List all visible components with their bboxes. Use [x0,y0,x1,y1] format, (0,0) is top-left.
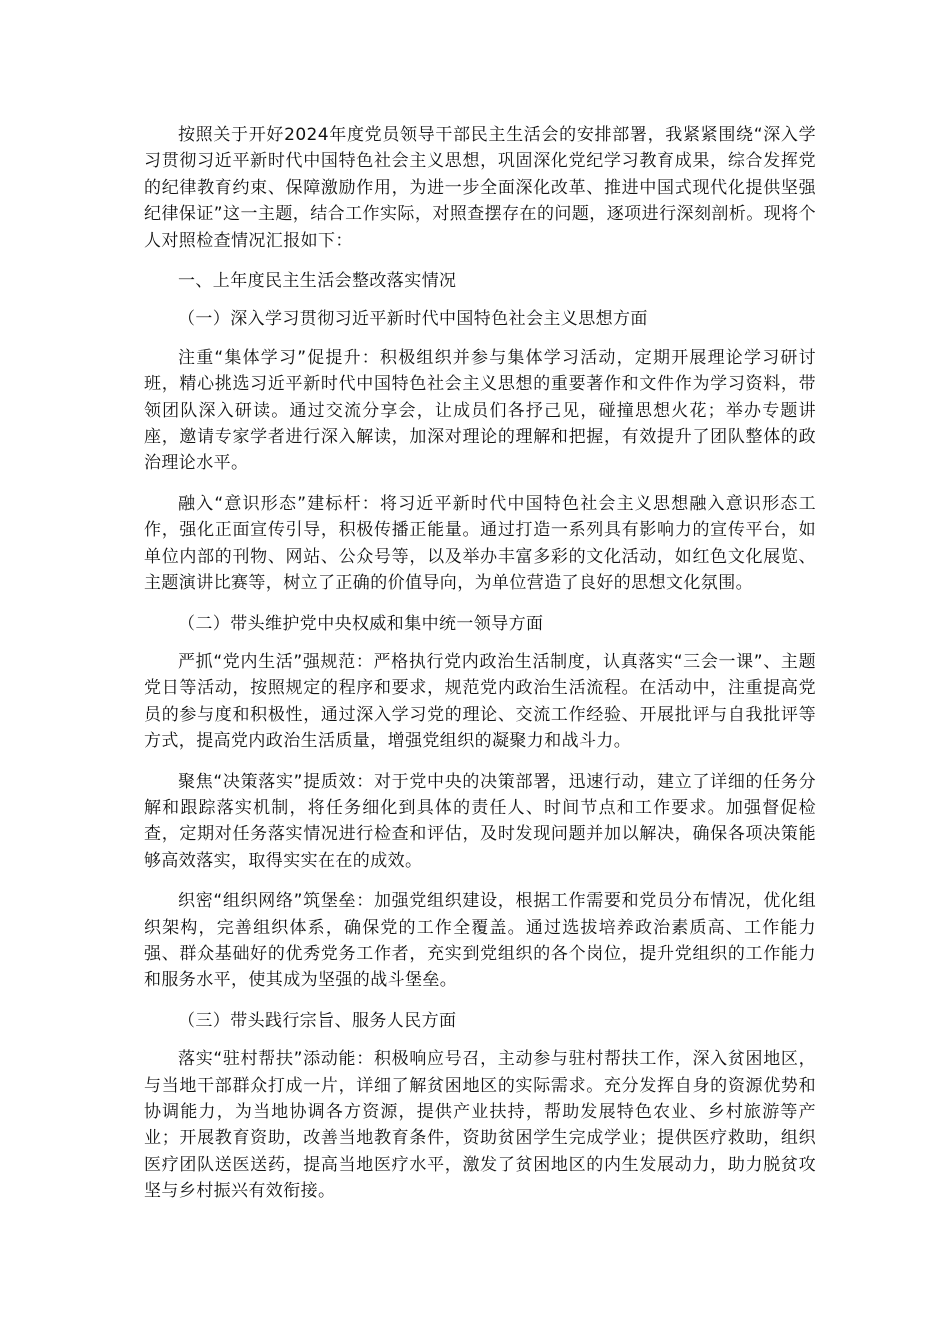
paragraph-decision-implementation [144,769,816,875]
paragraph-label: 融入“意识形态”建标杆： [178,493,381,514]
paragraph-organization-network [144,888,816,994]
subsection-1-heading: （一）深入学习贯彻习近平新时代中国特色社会主义思想方面 [178,309,648,330]
subsection-2-heading: （二）带头维护党中央权威和集中统一领导方面 [178,613,544,634]
paragraph-body: 对于党中央的决策部署，迅速行动，建立了详细的任务分解和跟踪落实机制，将任务细化到具体的责任人、时间节点和工作要求。加强督促检查，定期对任务落实情况进行检查和评估，及时发现问题并加以解决，确保各项决策能够高效落实，取得实实在在的成效。 [144,771,817,871]
paragraph-label: 落实“驻村帮扶”添动能： [178,1049,374,1070]
paragraph-ideology [144,491,816,597]
paragraph-body: 将习近平新时代中国特色社会主义思想融入意识形态工作，强化正面宣传引导，积极传播正能量。通过打造一系列具有影响力的宣传平台，如单位内部的刊物、网站、公众号等，以及举办丰富多彩的文化活动，如红色文化展览、主题演讲比赛等，树立了正确的价值导向，为单位营造了良好的思想文化氛围。 [144,493,816,594]
paragraph-body: 加强党组织建设，根据工作需要和党员分布情况，优化组织架构，完善组织体系，确保党的工作全覆盖。通过选拔培养政治素质高、工作能力强、群众基础好的优秀党务工作者，充实到党组织的各个岗位，提升党组织的工作能力和服务水平，使其成为坚强的战斗堡垒。 [144,891,817,991]
paragraph-body: 积极响应号召，主动参与驻村帮扶工作，深入贫困地区，与当地干部群众打成一片，详细了解贫困地区的实际需求。充分发挥自身的资源优势和协调能力，为当地协调各方资源，提供产业扶持，帮助发展特色农业、乡村旅游等产业；开展教育资助，改善当地教育条件，资助贫困学生完成学业；提供医疗救助，组织医疗团队送医送药，提高当地医疗水平，激发了贫困地区的内生发展动力，助力脱贫攻坚与乡村振兴有效衔接。 [144,1049,817,1202]
paragraph-body: 严格执行党内政治生活制度，认真落实“三会一课”、主题党日等活动，按照规定的程序和要求，规范党内政治生活流程。在活动中，注重提高党员的参与度和积极性，通过深入学习党的理论、交流工作经验、开展批评与自我批评等方式，提高党内政治生活质量，增强党组织的凝聚力和战斗力。 [144,651,816,752]
paragraph-body: 积极组织并参与集体学习活动，定期开展理论学习研讨班，精心挑选习近平新时代中国特色社会主义思想的重要著作和文件作为学习资料，带领团队深入研读。通过交流分享会，让成员们各抒己见，碰撞思想火花；举办专题讲座，邀请专家学者进行深入解读，加深对理论的理解和把握，有效提升了团队整体的政治理论水平。 [144,347,816,474]
document-page [144,122,816,1219]
paragraph-party-life [144,649,816,755]
paragraph-label: 织密“组织网络”筑堡垒： [178,891,374,912]
paragraph-label: 聚焦“决策落实”提质效： [178,771,374,792]
intro-paragraph: 按照关于开好2024年度党员领导干部民主生活会的安排部署，我紧紧围绕“深入学习贯彻习近平新时代中国特色社会主义思想，巩固深化党纪学习教育成果，综合发挥党的纪律教育约束、保障激励作用，为进一步全面深化改革、推进中国式现代化提供坚强纪律保证”这一主题，结合工作实际，对照查摆存在的问题，逐项进行深刻剖析。现将个人对照检查情况汇报如下： [144,125,816,251]
paragraph-label: 注重“集体学习”促提升： [178,347,381,368]
paragraph-collective-study [144,345,816,477]
paragraph-village-assistance [144,1046,816,1204]
subsection-3-heading: （三）带头践行宗旨、服务人民方面 [178,1010,457,1031]
paragraph-label: 严抓“党内生活”强规范： [178,651,374,672]
section-1-heading: 一、上年度民主生活会整改落实情况 [178,271,457,292]
